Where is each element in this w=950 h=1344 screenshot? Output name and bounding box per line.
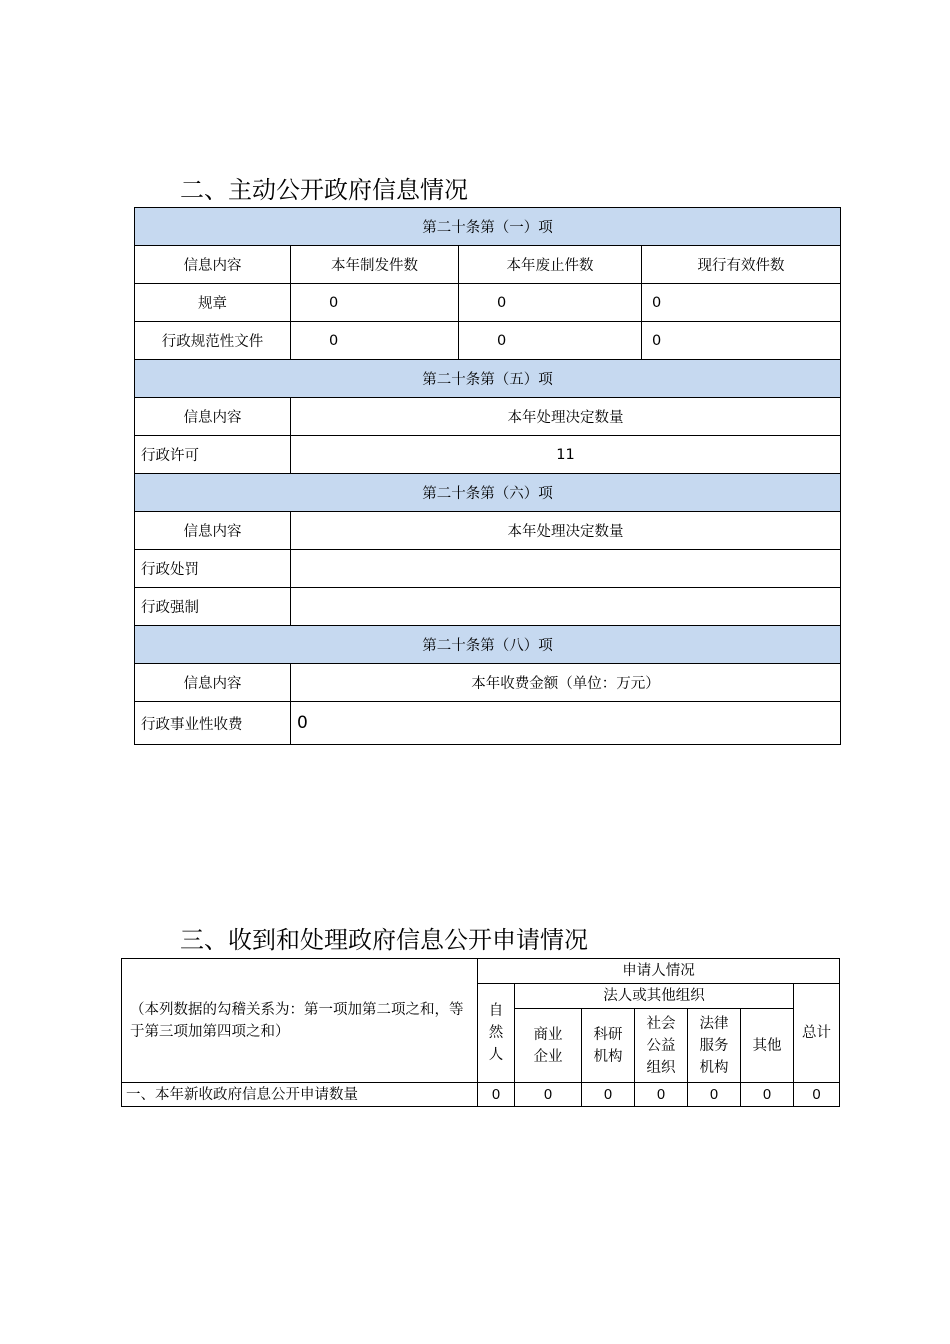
table-row bbox=[135, 322, 841, 360]
cell-value: 0 bbox=[582, 1083, 635, 1107]
block8-header: 第二十条第（八）项 bbox=[135, 626, 841, 664]
block6-header: 第二十条第（六）项 bbox=[135, 474, 841, 512]
col-public-welfare: 社会公益组织 bbox=[635, 1009, 688, 1083]
section2-title: 二、主动公开政府信息情况 bbox=[180, 176, 468, 204]
table-row bbox=[135, 588, 841, 626]
cell-value: 0 bbox=[688, 1083, 741, 1107]
block1-col-valid: 现行有效件数 bbox=[642, 246, 841, 284]
applications-table bbox=[121, 958, 840, 1107]
table-row bbox=[135, 436, 841, 474]
table-row bbox=[122, 1083, 840, 1107]
col-business: 商业企业 bbox=[515, 1009, 582, 1083]
cell-value: 0 bbox=[794, 1083, 840, 1107]
row-label: 行政规范性文件 bbox=[135, 322, 291, 360]
row-label: 行政处罚 bbox=[135, 550, 291, 588]
total-header: 总计 bbox=[794, 984, 840, 1083]
active-disclosure-table bbox=[134, 207, 841, 745]
row-label: 行政许可 bbox=[135, 436, 291, 474]
applicant-header: 申请人情况 bbox=[478, 959, 840, 984]
cell-value: 0 bbox=[642, 322, 841, 360]
legal-entity-header: 法人或其他组织 bbox=[515, 984, 794, 1009]
col-research: 科研机构 bbox=[582, 1009, 635, 1083]
block1-col-info: 信息内容 bbox=[135, 246, 291, 284]
col-other: 其他 bbox=[741, 1009, 794, 1083]
block6-col-info: 信息内容 bbox=[135, 512, 291, 550]
row-label: 行政强制 bbox=[135, 588, 291, 626]
cell-value: 0 bbox=[741, 1083, 794, 1107]
block6-col-count: 本年处理决定数量 bbox=[291, 512, 841, 550]
table-row bbox=[135, 550, 841, 588]
block1-col-issued: 本年制发件数 bbox=[291, 246, 459, 284]
table-row bbox=[135, 284, 841, 322]
cell-value: 0 bbox=[515, 1083, 582, 1107]
table-note: （本列数据的勾稽关系为：第一项加第二项之和，等于第三项加第四项之和） bbox=[122, 959, 478, 1083]
cell-value: 0 bbox=[642, 284, 841, 322]
block8-col-amount: 本年收费金额（单位：万元） bbox=[291, 664, 841, 702]
natural-person-header: 自然人 bbox=[478, 984, 515, 1083]
cell-value: 0 bbox=[291, 702, 841, 745]
section3-title: 三、收到和处理政府信息公开申请情况 bbox=[180, 926, 588, 954]
block5-col-info: 信息内容 bbox=[135, 398, 291, 436]
cell-value: 0 bbox=[291, 322, 459, 360]
block8-col-info: 信息内容 bbox=[135, 664, 291, 702]
table-row bbox=[135, 702, 841, 745]
cell-value: 11 bbox=[291, 436, 841, 474]
cell-value: 0 bbox=[635, 1083, 688, 1107]
row-label: 一、本年新收政府信息公开申请数量 bbox=[122, 1083, 478, 1107]
block5-header: 第二十条第（五）项 bbox=[135, 360, 841, 398]
row-label: 规章 bbox=[135, 284, 291, 322]
block5-col-count: 本年处理决定数量 bbox=[291, 398, 841, 436]
cell-value: 0 bbox=[291, 284, 459, 322]
cell-value bbox=[291, 550, 841, 588]
cell-value: 0 bbox=[459, 322, 642, 360]
col-legal-service: 法律服务机构 bbox=[688, 1009, 741, 1083]
cell-value bbox=[291, 588, 841, 626]
cell-value: 0 bbox=[459, 284, 642, 322]
cell-value: 0 bbox=[478, 1083, 515, 1107]
row-label: 行政事业性收费 bbox=[135, 702, 291, 745]
block1-col-abolished: 本年废止件数 bbox=[459, 246, 642, 284]
block1-header: 第二十条第（一）项 bbox=[135, 208, 841, 246]
